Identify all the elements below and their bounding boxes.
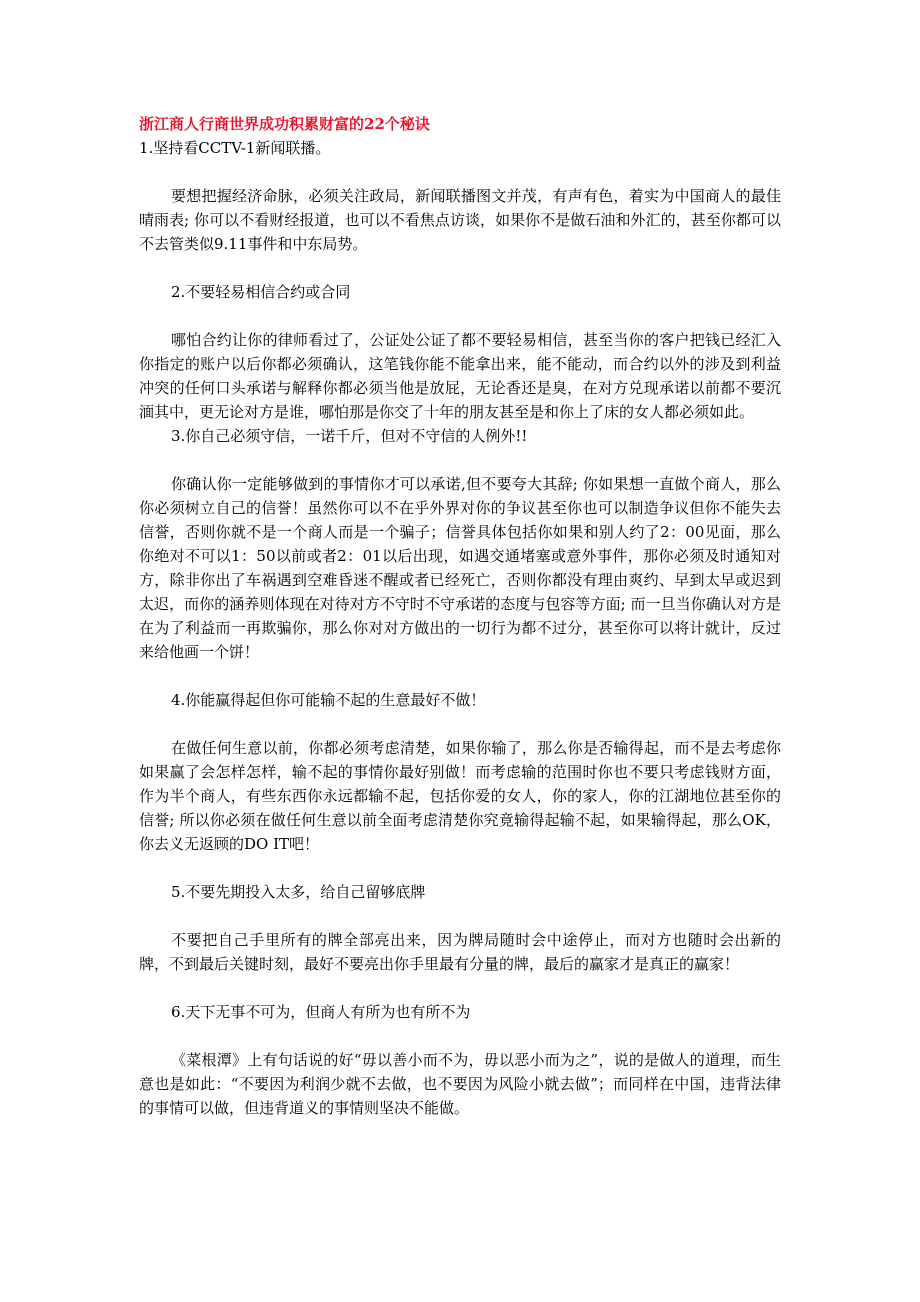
section-4-body: 在做任何生意以前，你都必须考虑清楚，如果你输了，那么你是否输得起，而不是去考虑你如果赢了会怎样怎样，输不起的事情你最好别做！而考虑输的范围时你也不要只考虑钱财方面，作为半个商人，有些东西你永远都输不起，包括你爱的女人，你的家人，你的江湖地位甚至你的信誉; 所以你必须在做任何生意以前全面考虑清楚你究竟输得起输不起，如果输得起，那么OK，你去义无返顾的DO IT吧！	[139, 739, 781, 853]
section-5-heading: 5.不要先期投入太多，给自己留够底牌	[171, 883, 426, 901]
section-4-heading: 4.你能赢得起但你可能输不起的生意最好不做！	[171, 691, 486, 709]
section-1-body: 要想把握经济命脉，必须关注政局，新闻联播图文并茂，有声有色，着实为中国商人的最佳晴雨表; 你可以不看财经报道，也可以不看焦点访谈，如果你不是做石油和外汇的，甚至你都可以不去管类似9.11事件和中东局势。	[139, 187, 781, 253]
section-6-heading: 6.天下无事不可为，但商人有所为也有所不为	[171, 1003, 471, 1021]
spacer	[139, 976, 781, 1000]
section-3-body: 你确认你一定能够做到的事情你才可以承诺,但不要夸大其辞; 你如果想一直做个商人，那么你必须树立自己的信誉！虽然你可以不在乎外界对你的争议甚至你也可以制造争议但你不能失去信誉，否则你就不是一个商人而是一个骗子；信誉具体包括你如果和别人约了2：00见面，那么你绝对不可以1：50以前或者2：01以后出现，如遇交通堵塞或意外事件，那你必须及时通知对方，除非你出了车祸遇到空难昏迷不醒或者已经死亡，否则你都没有理由爽约、早到太早或迟到太迟，而你的涵养则体现在对待对方不守时不守承诺的态度与包容等方面; 而一旦当你确认对方是在为了利益而一再欺骗你，那么你对对方做出的一切行为都不过分，甚至你可以将计就计，反过来给他画一个饼！	[139, 475, 781, 661]
section-2-heading: 2.不要轻易相信合约或合同	[171, 283, 351, 301]
spacer	[139, 304, 781, 328]
section-3-heading: 3.你自己必须守信，一诺千斤，但对不守信的人例外!!	[171, 427, 528, 445]
section-6-body: 《菜根潭》上有句话说的好“毋以善小而不为，毋以恶小而为之”，说的是做人的道理，而生意也是如此：“不要因为利润少就不去做，也不要因为风险小就去做”；而同样在中国，违背法律的事情可以做，但违背道义的事情则坚决不能做。	[139, 1051, 781, 1117]
section-2-body: 哪怕合约让你的律师看过了，公证处公证了都不要轻易相信，甚至当你的客户把钱已经汇入你指定的账户以后你都必须确认，这笔钱你能不能拿出来，能不能动，而合约以外的涉及到利益冲突的任何口头承诺与解释你都必须当他是放屁，无论香还是臭，在对方兑现承诺以前都不要沉湎其中，更无论对方是谁，哪怕那是你交了十年的朋友甚至是和你上了床的女人都必须如此。	[139, 331, 781, 421]
spacer	[139, 712, 781, 736]
spacer	[139, 1024, 781, 1048]
spacer	[139, 160, 781, 184]
section-5-body: 不要把自己手里所有的牌全部亮出来，因为牌局随时会中途停止，而对方也随时会出新的牌，不到最后关键时刻，最好不要亮出你手里最有分量的牌，最后的赢家才是真正的赢家！	[139, 931, 781, 973]
document-title: 浙江商人行商世界成功积累财富的22个秘诀	[139, 115, 430, 133]
spacer	[139, 664, 781, 688]
spacer	[139, 256, 781, 280]
spacer	[139, 856, 781, 880]
spacer	[139, 448, 781, 472]
section-1-heading: 1.坚持看CCTV-1新闻联播。	[139, 139, 331, 157]
document-body	[139, 112, 781, 1120]
spacer	[139, 904, 781, 928]
